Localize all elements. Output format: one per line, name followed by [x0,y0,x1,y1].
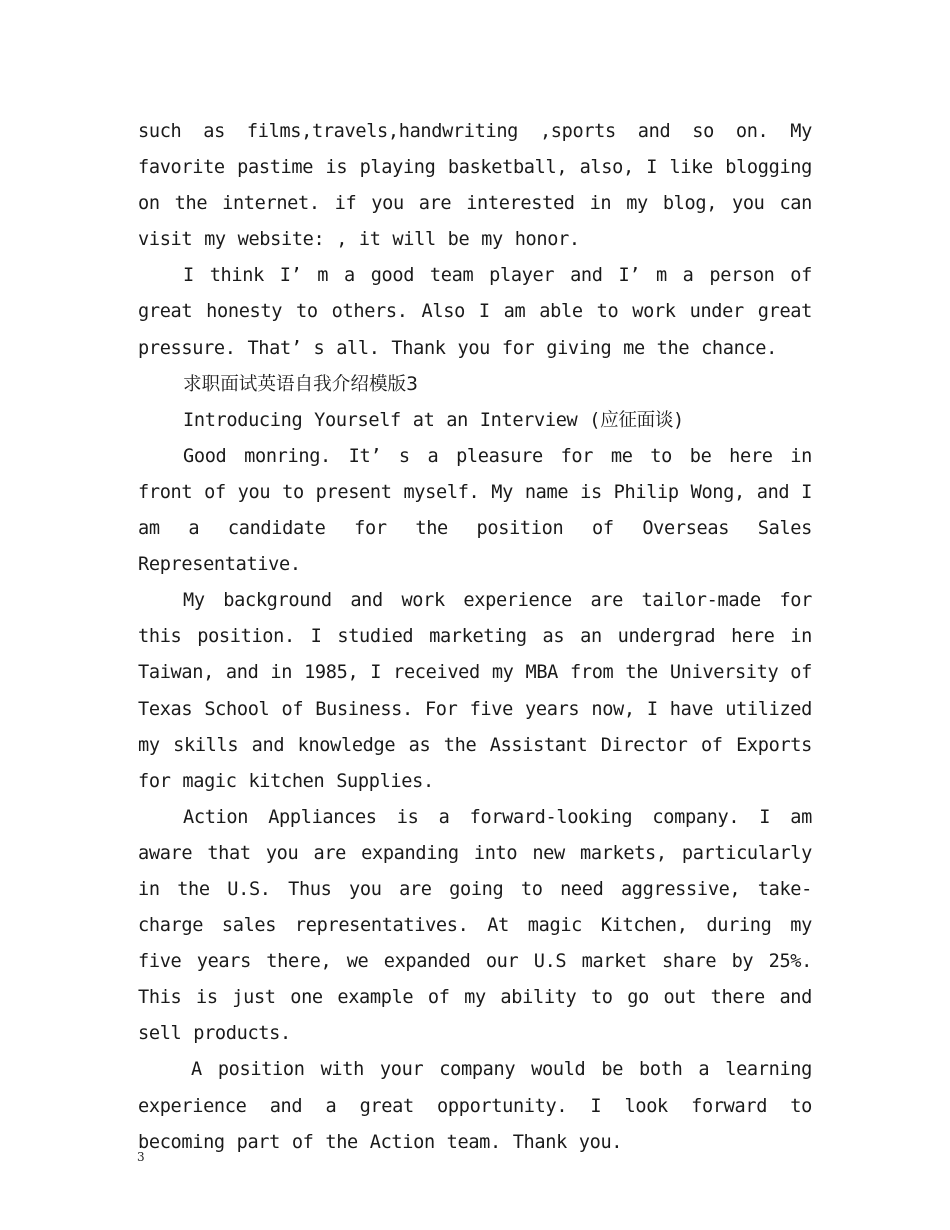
paragraph-company: Action Appliances is a forward-looking company. I am aware that you are expanding into new markets, particularly in the U.S. Thus you are going to need aggressive, take-charge sales representatives. At magic Kitchen, during my five years there, we expanded our U.S market share by 25%. This is just one example of my ability to go out there and sell products. [138,806,812,1045]
paragraph-background: My background and work experience are tailor-made for this position. I studied marketing as an undergrad here in Taiwan, and in 1985, I received my MBA from the University of Texas School of Business. For five years now, I have utilized my skills and knowledge as the Assistant Director of Exports for magic kitchen Supplies. [138,590,812,792]
section-heading: 求职面试英语自我介绍模版3 [183,373,418,395]
paragraph-team-player: I think I’ m a good team player and I’ m a person of great honesty to others. Also I am able to work under great pressure. That’ s all. Thank you for giving me the chance. [138,265,812,359]
page-number: 3 [137,1150,145,1164]
section-subtitle: Introducing Yourself at an Interview (应征面谈) [183,409,684,431]
paragraph-closing: A position with your company would be both a learning experience and a great opportunity. I look forward to becoming part of the Action team. Thank you. [138,1059,812,1153]
body-text [138,114,812,1161]
paragraph-greeting: Good monring. It’ s a pleasure for me to be here in front of you to present myself. My name is Philip Wong, and I am a candidate for the position of Overseas Sales Representative. [138,445,812,576]
paragraph-hobbies-continued: such as films,travels,handwriting ,sports and so on. My favorite pastime is playing basketball, also, I like blogging on the internet. if you are interested in my blog, you can visit my website: , it will be my honor. [138,121,812,251]
